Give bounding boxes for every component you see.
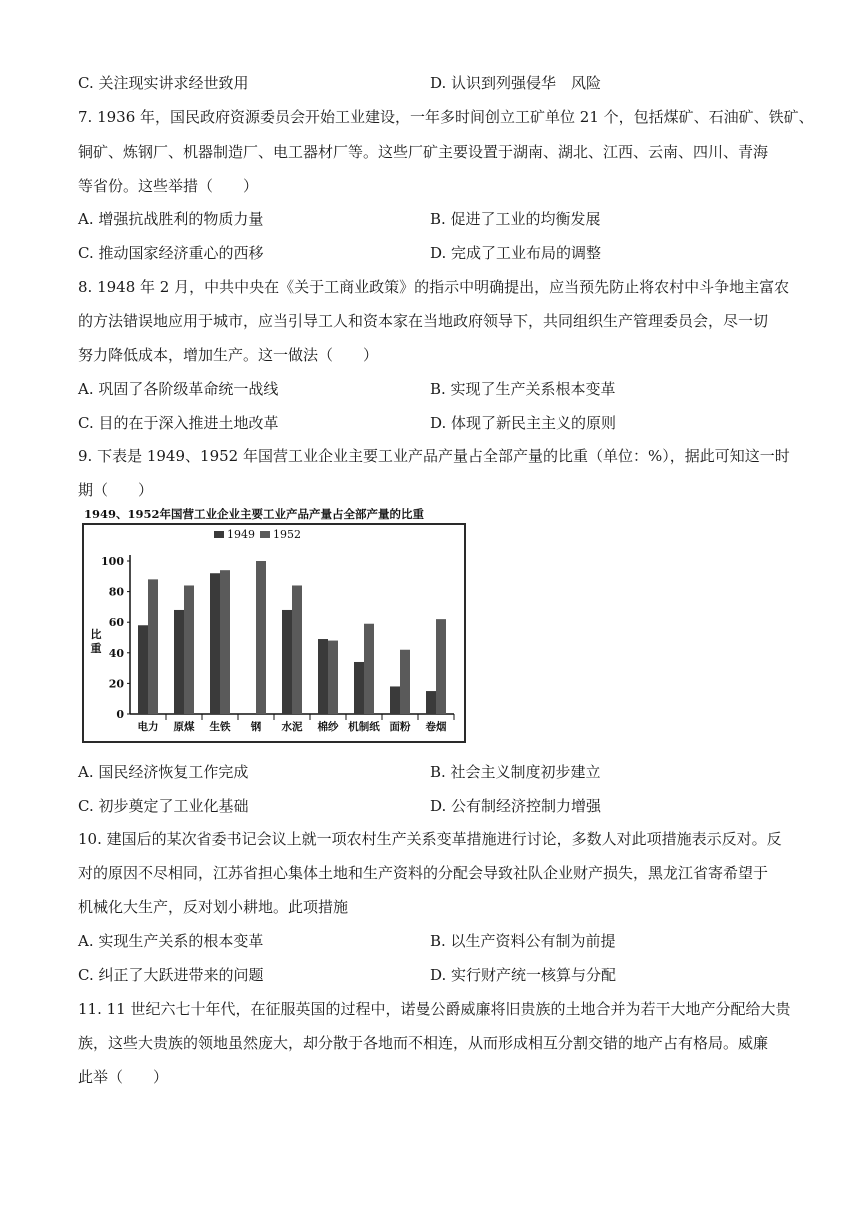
bar-1952-3	[256, 561, 266, 714]
bar-1949-5	[318, 639, 328, 714]
q10-option-d[interactable]: D. 实行财产统一核算与分配	[430, 966, 617, 984]
bar-1949-1	[174, 610, 184, 714]
x-tick-label-6: 机制纸	[348, 721, 380, 733]
q10-stem-line-2: 对的原因不尽相同，江苏省担心集体土地和生产资料的分配会导致社队企业财产损失，黑龙江省寄希望于	[78, 864, 769, 882]
q8-stem-line-3: 努力降低成本，增加生产。这一做法（ ）	[78, 346, 379, 364]
q10-stem-line-3: 机械化大生产，反对划小耕地。此项措施	[78, 898, 349, 916]
q10-stem-line-1: 10. 建国后的某次省委书记会议上就一项农村生产关系变革措施进行讨论，多数人对此项措施表示反对。反	[78, 830, 782, 848]
y-tick-label-0: 0	[116, 708, 124, 721]
x-tick-label-8: 卷烟	[425, 721, 447, 733]
bar-1952-6	[364, 624, 374, 714]
q11-stem-line-1: 11. 11 世纪六七十年代，在征服英国的过程中，诺曼公爵威廉将旧贵族的土地合并为若干大地产分配给大贵	[78, 1000, 791, 1018]
q10-option-a[interactable]: A. 实现生产关系的根本变革	[78, 932, 264, 950]
q9-option-d[interactable]: D. 公有制经济控制力增强	[430, 797, 602, 815]
legend-swatch-1949	[214, 531, 224, 538]
q11-stem-line-3: 此举（ ）	[78, 1068, 169, 1086]
q10-option-b[interactable]: B. 以生产资料公有制为前提	[430, 932, 616, 950]
bar-1952-2	[220, 570, 230, 714]
bar-1952-1	[184, 585, 194, 714]
bar-1952-5	[328, 641, 338, 714]
bar-1949-4	[282, 610, 292, 714]
x-tick-label-4: 水泥	[281, 721, 303, 733]
y-axis-label-char-0: 比	[90, 628, 102, 641]
q9-option-b[interactable]: B. 社会主义制度初步建立	[430, 763, 601, 781]
bar-1952-7	[400, 650, 410, 714]
y-tick-label-60: 60	[108, 616, 124, 630]
x-tick-label-2: 生铁	[209, 721, 231, 733]
bar-1949-7	[390, 686, 400, 714]
legend-swatch-1952	[260, 531, 270, 538]
bar-1952-4	[292, 585, 302, 714]
q9-stem-line-1: 9. 下表是 1949、1952 年国营工业企业主要工业产品产量占全部产量的比重（单位：%），据此可知这一时	[78, 447, 790, 465]
q8-option-d[interactable]: D. 体现了新民主主义的原则	[430, 414, 617, 432]
y-tick-label-40: 40	[108, 646, 124, 660]
x-tick-label-3: 钢	[250, 721, 262, 733]
q7-option-c[interactable]: C. 推动国家经济重心的西移	[78, 244, 264, 262]
legend-label-1952: 1952	[273, 528, 301, 541]
q7-option-b[interactable]: B. 促进了工业的均衡发展	[430, 210, 601, 228]
y-tick-label-20: 20	[108, 677, 124, 691]
q9-stem-line-2: 期（ ）	[78, 481, 154, 499]
bar-1949-8	[426, 691, 436, 714]
q11-stem-line-2: 族，这些大贵族的领地虽然庞大，却分散于各地而不相连，从而形成相互分割交错的地产占有格局。威廉	[78, 1034, 769, 1052]
q9-option-a[interactable]: A. 国民经济恢复工作完成	[78, 763, 249, 781]
q8-option-b[interactable]: B. 实现了生产关系根本变革	[430, 380, 616, 398]
legend-label-1949: 1949	[227, 528, 255, 541]
y-axis-label-char-1: 重	[90, 642, 102, 655]
q8-stem-line-1: 8. 1948 年 2 月，中共中央在《关于工商业政策》的指示中明确提出，应当预先防止将农村中斗争地主富农	[78, 278, 790, 296]
bar-1952-0	[148, 579, 158, 714]
q8-option-c[interactable]: C. 目的在于深入推进土地改革	[78, 414, 279, 432]
q9-option-c[interactable]: C. 初步奠定了工业化基础	[78, 797, 249, 815]
chart-title: 1949、1952年国营工业企业主要工业产品产量占全部产量的比重	[84, 507, 425, 521]
x-tick-label-1: 原煤	[173, 721, 195, 733]
q8-stem-line-2: 的方法错误地应用于城市，应当引导工人和资本家在当地政府领导下，共同组织生产管理委员会，尽一切	[78, 312, 769, 330]
q7-option-a[interactable]: A. 增强抗战胜利的物质力量	[78, 210, 264, 228]
bar-1949-6	[354, 662, 364, 714]
q6-option-c[interactable]: C. 关注现实讲求经世致用	[78, 74, 249, 92]
q10-option-c[interactable]: C. 纠正了大跃进带来的问题	[78, 966, 264, 984]
q7-stem-line-3: 等省份。这些举措（ ）	[78, 177, 259, 195]
bar-1952-8	[436, 619, 446, 714]
q7-option-d[interactable]: D. 完成了工业布局的调整	[430, 244, 602, 262]
q9-bar-chart	[82, 504, 468, 744]
y-tick-label-80: 80	[108, 585, 124, 599]
q6-option-d[interactable]: D. 认识到列强侵华 风险	[430, 74, 602, 92]
bar-1949-2	[210, 573, 220, 714]
q7-stem-line-2: 铜矿、炼钢厂、机器制造厂、电工器材厂等。这些厂矿主要设置于湖南、湖北、江西、云南、四川、青海	[78, 143, 769, 161]
q7-stem-line-1: 7. 1936 年，国民政府资源委员会开始工业建设，一年多时间创立工矿单位 21 个，包括煤矿、石油矿、铁矿、	[78, 108, 814, 126]
x-tick-label-5: 棉纱	[317, 721, 339, 733]
x-tick-label-0: 电力	[137, 721, 159, 733]
bar-chart-svg	[82, 504, 468, 744]
q8-option-a[interactable]: A. 巩固了各阶级革命统一战线	[78, 380, 279, 398]
bar-1949-0	[138, 625, 148, 714]
x-tick-label-7: 面粉	[389, 721, 411, 733]
y-tick-label-100: 100	[101, 555, 124, 568]
